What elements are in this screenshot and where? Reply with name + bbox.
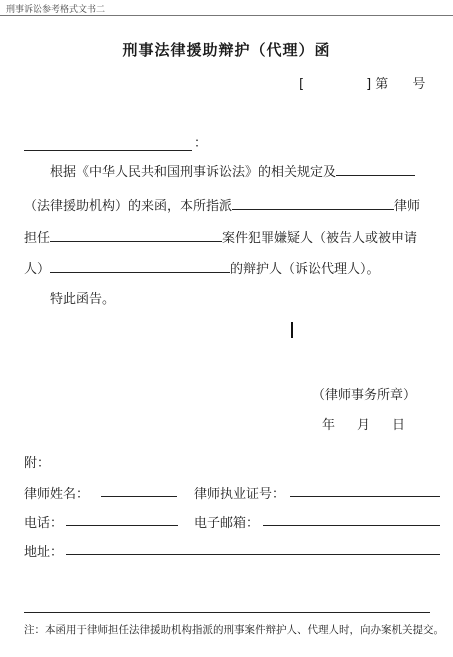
address-field[interactable] [66, 554, 440, 555]
body-line-2 [24, 196, 420, 217]
body-line-4-start: 人） [24, 262, 51, 277]
assigned-lawyer-blank[interactable] [232, 196, 394, 210]
doc-number-hao: 号 [412, 77, 426, 92]
addressee-colon: ： [194, 136, 208, 151]
document-series-label: 刑事诉讼参考格式文书二 [6, 5, 106, 15]
document-title: 刑事法律援助辩护（代理）函 [122, 41, 331, 59]
closing-line: 特此函告。 [50, 292, 116, 307]
defendant-name-blank[interactable] [50, 259, 230, 273]
body-line-1-text: 根据《中华人民共和国刑事诉讼法》的相关规定及 [50, 165, 337, 180]
date-line [322, 414, 427, 433]
body-line-1 [50, 162, 415, 183]
phone-label: 电话： [24, 516, 64, 531]
email-field[interactable] [263, 525, 440, 526]
doc-number-open-bracket: [ [299, 77, 305, 92]
address-label: 地址： [24, 545, 64, 560]
header-rule [0, 15, 453, 16]
attachment-label: 附： [24, 456, 51, 471]
phone-field[interactable] [66, 525, 178, 526]
body-line-4-end: 的辩护人（诉讼代理人）。 [230, 262, 380, 277]
date-day: 日 [392, 418, 406, 433]
body-line-3-text: 案件犯罪嫌疑人（被告人或被申请 [222, 231, 418, 246]
body-line-2-text: （法律援助机构）的来函，本所指派 [24, 199, 233, 214]
date-year: 年 [322, 418, 336, 433]
license-number-field[interactable] [290, 496, 440, 497]
case-name-blank[interactable] [50, 228, 222, 242]
legal-aid-agency-blank[interactable] [336, 162, 415, 176]
body-line-2-end: 律师 [394, 199, 421, 214]
lawyer-name-label: 律师姓名： [24, 487, 90, 502]
law-firm-seal-label: （律师事务所章） [312, 388, 417, 403]
addressee-blank[interactable] [24, 150, 192, 151]
lawyer-name-field[interactable] [101, 496, 177, 497]
date-month: 月 [357, 418, 371, 433]
email-label: 电子邮箱： [194, 516, 260, 531]
doc-number-close-bracket: ] [366, 77, 372, 92]
footnote: 注：本函用于律师担任法律援助机构指派的刑事案件辩护人、代理人时，向办案机关提交。 [24, 624, 444, 636]
body-line-3-start: 担任 [24, 231, 51, 246]
body-line-4 [24, 259, 380, 280]
doc-number-di: 第 [375, 77, 389, 92]
footnote-rule [24, 612, 430, 613]
license-number-label: 律师执业证号： [194, 487, 286, 502]
text-cursor [291, 322, 293, 338]
document-number [299, 73, 425, 92]
body-line-3 [24, 228, 417, 249]
